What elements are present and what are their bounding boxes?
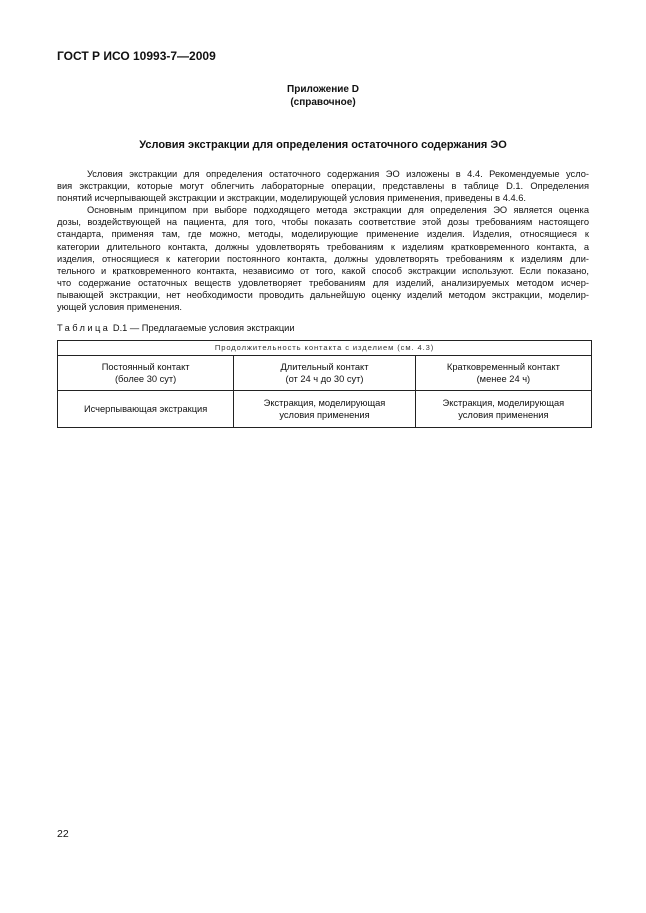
appendix-subtitle: (справочное) — [290, 97, 356, 108]
table-row — [58, 391, 592, 428]
paragraph-2-line: ующей условия применения. — [57, 302, 182, 313]
table-caption-prefix: Таблица — [57, 323, 111, 333]
cell-line: (от 24 ч до 30 сут) — [285, 374, 364, 384]
table-header-cell: Продолжительность контакта с изделием (см. 4.3) — [58, 341, 592, 356]
table-header-row — [58, 341, 592, 356]
column-header-permanent — [58, 356, 234, 391]
table-cell — [234, 391, 416, 428]
paragraph-2-line: категории длительного контакта, должны удовлетворять требованиям к изделиям кратковременного контакта, а — [57, 241, 589, 252]
cell-line: Длительный контакт — [280, 361, 369, 372]
paragraph-2-line: дозы, воздействующей на пациента, для того, чтобы показать соответствие этой дозы требованиям настоящего — [57, 217, 589, 228]
paragraph-1-line: Условия экстракции для определения остаточного содержания ЭО изложены в 4.4. Рекомендуемые усло- — [87, 169, 589, 179]
body-text — [57, 168, 589, 313]
cell-line: Экстракция, моделирующая — [442, 397, 565, 408]
cell-line: (менее 24 ч) — [476, 374, 531, 384]
table-cell — [58, 391, 234, 428]
paragraph-1-line: вия экстракции, которые могут облегчить лабораторные операции, представлены в таблице D.1. Определения — [57, 181, 589, 192]
cell-line: условия применения — [279, 410, 370, 420]
paragraph-2-line: тельного и кратковременного контакта, независимо от того, какой способ экстракции используют. Если показано, — [57, 265, 589, 276]
paragraph-2-line: Основным принципом при выборе подходящего метода экстракции для определения ЭО является оценка — [87, 205, 589, 216]
table-column-row — [58, 356, 592, 391]
paragraph-2-line: что содержание остаточных веществ удовлетворяет требованиям для изделий, анализируемых методом исчер- — [57, 277, 589, 288]
paragraph-2-line: пывающей экстракции, нет необходимости проводить дальнейшую оценку изделий методом экстракции, моделир- — [57, 289, 589, 300]
section-heading: Условия экстракции для определения остаточного содержания ЭО — [139, 139, 507, 151]
cell-line: Исчерпывающая экстракция — [83, 403, 208, 414]
paragraph-2-line: стандарта, применяя там, где можно, методы, моделирующие применение изделия. Изделия, относящиеся к — [57, 229, 589, 240]
table-caption — [57, 323, 295, 333]
column-header-prolonged — [234, 356, 416, 391]
extraction-conditions-table — [57, 340, 592, 428]
column-header-limited — [415, 356, 591, 391]
cell-line: (более 30 сут) — [114, 374, 177, 384]
document-standard-number: ГОСТ Р ИСО 10993-7—2009 — [57, 49, 216, 63]
cell-line: Кратковременный контакт — [446, 361, 560, 372]
appendix-title: Приложение D — [287, 84, 359, 95]
cell-line: условия применения — [458, 410, 549, 420]
cell-line: Экстракция, моделирующая — [263, 397, 386, 408]
page-number: 22 — [57, 828, 69, 840]
paragraph-1-line: понятий исчерпывающей экстракции и экстракции, моделирующей условия применения, приведены в 4.4.6. — [57, 193, 526, 204]
table-caption-text: D.1 — Предлагаемые условия экстракции — [110, 323, 295, 333]
table-cell — [415, 391, 591, 428]
cell-line: Постоянный контакт — [101, 361, 190, 372]
paragraph-2-line: изделия, относящиеся к категории постоянного контакта, должны удовлетворять требованиям к изделиям дли- — [57, 253, 589, 264]
